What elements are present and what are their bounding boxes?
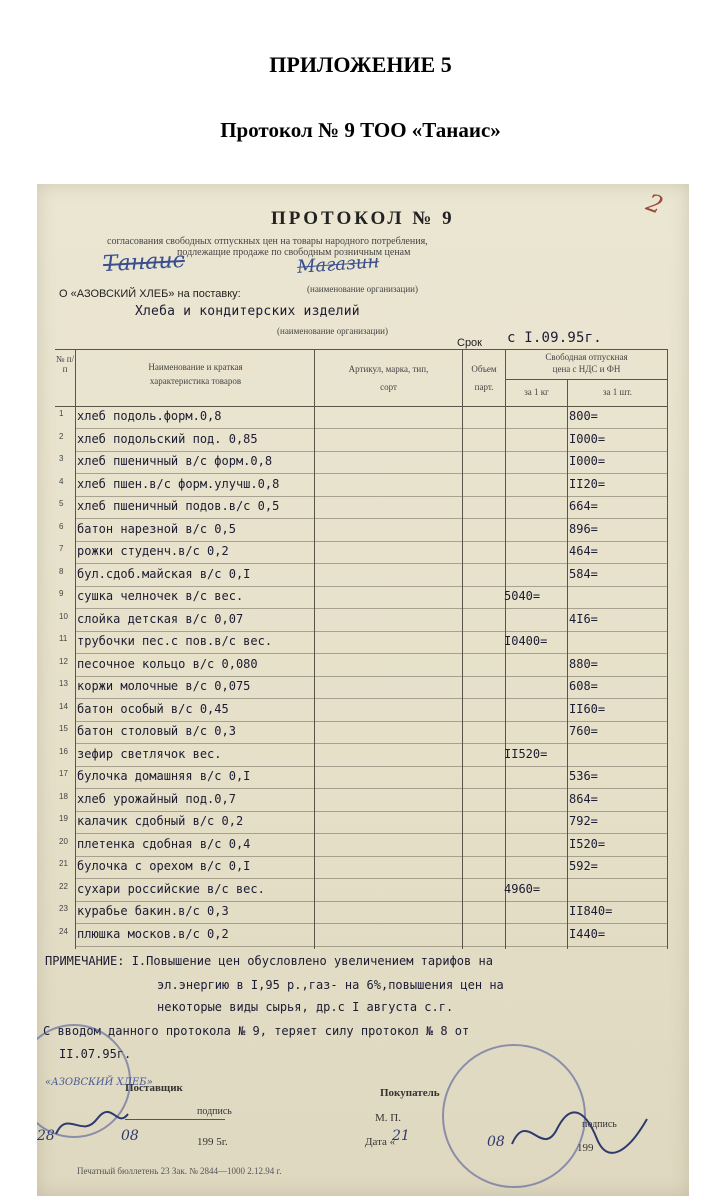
org-note-2: (наименование организации): [277, 326, 388, 336]
header-name-1: Наименование и краткая: [148, 362, 243, 372]
product-name: курабье бакин.в/с 0,3: [77, 904, 229, 918]
srok-label: Срок: [457, 337, 482, 349]
product-name: хлеб пшен.в/с форм.улучш.0,8: [77, 476, 280, 491]
price-per-piece: 536=: [569, 769, 598, 783]
product-name: батон нарезной в/с 0,5: [77, 521, 236, 536]
row-number: 19: [59, 814, 68, 823]
product-name: зефир светлячок вес.: [77, 746, 222, 761]
product-name: сушка челночек в/с вес.: [77, 589, 244, 603]
price-per-piece: 896=: [569, 521, 598, 536]
price-per-piece: I440=: [569, 926, 606, 941]
row-rule: [75, 698, 667, 699]
corner-mark: 2: [642, 188, 667, 220]
date-left-month: 08: [121, 1128, 139, 1144]
row-rule: [75, 788, 667, 789]
table-row: [37, 634, 689, 655]
price-per-piece: 664=: [569, 499, 598, 513]
row-number: 12: [59, 656, 68, 666]
table-row: [37, 792, 689, 813]
row-number: 23: [59, 904, 68, 913]
header-volume-2: парт.: [474, 382, 494, 392]
price-per-piece: I520=: [569, 836, 606, 851]
protocol-subtitle-1: согласования свободных отпускных цен на товары народного потребления,: [107, 236, 428, 247]
product-name: трубочки пес.с пов.в/с вес.: [77, 634, 273, 648]
header-per-pc: за 1 шт.: [603, 387, 632, 397]
row-rule: [75, 901, 667, 902]
price-per-piece: 584=: [569, 566, 598, 581]
srok-value: с I.09.95г.: [507, 330, 602, 346]
product-name: хлеб урожайный под.0,7: [77, 791, 236, 806]
org-note-1: (наименование организации): [307, 284, 418, 294]
table-row: [37, 522, 689, 543]
note-line-1: ПРИМЕЧАНИЕ: I.Повышение цен обусловлено увеличением тарифов на: [45, 954, 493, 968]
table-row: [37, 769, 689, 790]
price-per-piece: 792=: [569, 814, 598, 828]
price-per-piece: II20=: [569, 476, 606, 491]
price-per-piece: II840=: [569, 904, 613, 918]
header-per-kg: за 1 кг: [524, 387, 549, 397]
protocol-subtitle-2: подлежащие продаже по свободным розничным ценам: [177, 247, 411, 258]
table-row: [37, 499, 689, 520]
row-number: 7: [59, 544, 64, 553]
price-per-piece: 760=: [569, 724, 598, 738]
price-per-piece: 608=: [569, 679, 598, 693]
scanned-protocol: [37, 184, 689, 1196]
row-rule: [75, 631, 667, 632]
table-top-rule: [55, 349, 667, 350]
product-name: булочка домашняя в/с 0,I: [77, 769, 251, 783]
row-rule: [75, 946, 667, 947]
appendix-caption: Протокол № 9 ТОО «Танаис»: [220, 118, 501, 142]
table-row: [37, 882, 689, 903]
row-number: 11: [59, 634, 68, 643]
row-number: 13: [59, 679, 68, 688]
row-rule: [75, 518, 667, 519]
note-line-3: некоторые виды сырья, др.с I августа с.г.: [157, 1000, 454, 1014]
protocol-title: ПРОТОКОЛ № 9: [271, 208, 455, 229]
row-rule: [75, 766, 667, 767]
product-name: рожки студенч.в/с 0,2: [77, 544, 229, 558]
date-right-month: 08: [487, 1134, 505, 1150]
appendix-heading: ПРИЛОЖЕНИЕ 5: [269, 52, 452, 77]
price-per-piece: 464=: [569, 544, 598, 558]
row-rule: [75, 473, 667, 474]
row-rule: [75, 676, 667, 677]
row-number: 9: [59, 589, 64, 598]
product-name: песочное кольцо в/с 0,080: [77, 656, 258, 671]
note-line-4: С вводом данного протокола № 9, теряет силу протокол № 8 от: [43, 1024, 470, 1038]
price-sub-rule: [505, 379, 667, 380]
product-name: хлеб подоль.форм.0,8: [77, 409, 222, 423]
handwritten-org-2: Магазин: [296, 251, 380, 278]
table-row: [37, 409, 689, 430]
left-stamp-text: «АЗОВСКИЙ ХЛЕБ»: [45, 1077, 153, 1088]
header-price-2: цена с НДС и ФН: [552, 364, 621, 374]
price-per-piece: I000=: [569, 431, 606, 446]
row-rule: [75, 496, 667, 497]
product-name: плюшка москов.в/с 0,2: [77, 926, 229, 941]
price-per-piece: 864=: [569, 791, 598, 806]
year-right: 199: [577, 1142, 594, 1154]
price-per-piece: II60=: [569, 701, 606, 716]
row-rule: [75, 833, 667, 834]
product-name: булочка с орехом в/с 0,I: [77, 859, 251, 873]
product-name: сухари российские в/с вес.: [77, 881, 265, 896]
buyer-label: Покупатель: [380, 1087, 440, 1099]
product-name: батон особый в/с 0,45: [77, 701, 229, 716]
row-number: 22: [59, 881, 68, 891]
product-name: плетенка сдобная в/с 0,4: [77, 836, 251, 851]
price-per-piece: 4I6=: [569, 611, 598, 626]
table-row: [37, 904, 689, 925]
row-rule: [75, 721, 667, 722]
row-rule: [75, 856, 667, 857]
table-row: [37, 454, 689, 475]
row-number: 3: [59, 454, 64, 463]
price-per-kg: 5040=: [504, 589, 541, 603]
row-number: 5: [59, 499, 64, 508]
table-row: [37, 612, 689, 633]
table-row: [37, 837, 689, 858]
row-number: 21: [59, 859, 68, 868]
table-row: [37, 679, 689, 700]
note-line-2: эл.энергию в I,95 р.,газ- на 6%,повышения цен на: [157, 978, 504, 992]
row-rule: [75, 608, 667, 609]
table-row: [37, 567, 689, 588]
table-row: [37, 544, 689, 565]
row-rule: [75, 586, 667, 587]
header-article-1: Артикул, марка, тип,: [348, 364, 429, 374]
price-per-piece: 592=: [569, 859, 598, 873]
org-line: О «АЗОВСКИЙ ХЛЕБ» на поставку:: [59, 288, 241, 300]
row-number: 16: [59, 746, 68, 756]
product-name: бул.сдоб.майская в/с 0,I: [77, 566, 251, 581]
supplier-sign-label: подпись: [197, 1106, 232, 1117]
table-row: [37, 589, 689, 610]
price-per-piece: I000=: [569, 454, 606, 468]
row-number: 18: [59, 791, 68, 801]
date-right-label: Дата «: [365, 1136, 396, 1148]
header-price-1: Свободная отпускная: [545, 352, 628, 362]
header-name-2: характеристика товаров: [149, 376, 242, 386]
row-number: 14: [59, 701, 68, 711]
price-per-kg: II520=: [504, 746, 548, 761]
table-row: [37, 927, 689, 948]
row-rule: [75, 653, 667, 654]
table-row: [37, 657, 689, 678]
header-num: № п/п: [55, 354, 75, 374]
row-number: 10: [59, 611, 68, 621]
printer-imprint: Печатный бюллетень 23 Зак. № 2844—1000 2.12.94 г.: [77, 1166, 282, 1176]
row-number: 15: [59, 724, 68, 733]
row-number: 8: [59, 566, 64, 576]
table-row: [37, 702, 689, 723]
table-row: [37, 477, 689, 498]
date-left-day: 28: [37, 1128, 55, 1144]
buyer-sign-label: подпись: [582, 1119, 617, 1130]
row-rule: [75, 878, 667, 879]
price-per-piece: 880=: [569, 656, 598, 671]
year-left: 199 5г.: [197, 1136, 228, 1148]
product-name: коржи молочные в/с 0,075: [77, 679, 251, 693]
table-row: [37, 747, 689, 768]
row-rule: [75, 743, 667, 744]
note-line-5: II.07.95г.: [59, 1047, 132, 1061]
row-rule: [75, 451, 667, 452]
table-row: [37, 814, 689, 835]
price-per-piece: 800=: [569, 409, 598, 423]
product-name: хлеб пшеничный подов.в/с 0,5: [77, 499, 280, 513]
product-name: калачик сдобный в/с 0,2: [77, 814, 244, 828]
table-row: [37, 859, 689, 880]
price-per-kg: I0400=: [504, 634, 548, 648]
row-rule: [75, 541, 667, 542]
table-row: [37, 432, 689, 453]
row-number: 24: [59, 926, 68, 936]
supplier-sign-line: [125, 1119, 225, 1120]
date-right-day: 21: [392, 1128, 410, 1144]
row-number: 17: [59, 769, 68, 778]
header-article-2: сорт: [380, 382, 397, 392]
row-number: 6: [59, 521, 64, 531]
row-number: 20: [59, 836, 68, 846]
row-number: 4: [59, 476, 64, 486]
row-rule: [75, 811, 667, 812]
goods-description: Хлеба и кондитерских изделий: [135, 304, 360, 319]
product-name: слойка детская в/с 0,07: [77, 611, 244, 626]
price-per-kg: 4960=: [504, 881, 541, 896]
row-number: 1: [59, 409, 64, 418]
row-rule: [75, 923, 667, 924]
supplier-label: Поставщик: [125, 1082, 183, 1094]
buyer-signature-icon: [507, 1099, 657, 1169]
row-number: 2: [59, 431, 64, 441]
handwritten-org-1: Танаис: [102, 247, 186, 278]
product-name: хлеб подольский под. 0,85: [77, 431, 258, 446]
product-name: хлеб пшеничный в/с форм.0,8: [77, 454, 273, 468]
product-name: батон столовый в/с 0,3: [77, 724, 236, 738]
mp-label: М. П.: [375, 1112, 401, 1124]
row-rule: [75, 563, 667, 564]
table-row: [37, 724, 689, 745]
header-volume-1: Объем: [471, 364, 497, 374]
supplier-signature-icon: [52, 1104, 132, 1144]
table-header-rule: [55, 406, 667, 407]
row-rule: [75, 428, 667, 429]
